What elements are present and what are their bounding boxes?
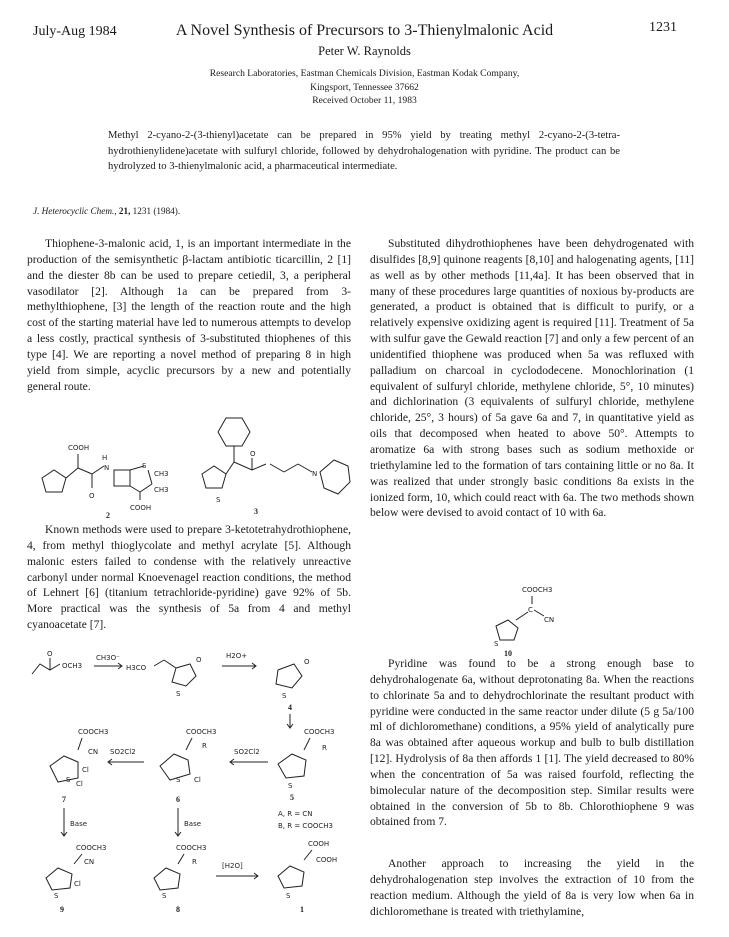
received-date: Received October 11, 1983 bbox=[312, 95, 417, 106]
body-paragraph-1: Thiophene-3-malonic acid, 1, is an important intermediate in the production of the semisynthetic β-lactam antibiotic ticarcillin, 2 [1] and the diester 8b can be used to prepare cetiedil, 3, a peripheral vasodilator [2]. Although 1a can be prepared from 3-methylthiophene, [3] the length of the reaction route and the high cost of the starting material have led to numerous attempts to develop a less costly, practical synthesis of 3-substituted thiophenes of this type [4]. We are reporting a novel method of preparing 8 in high yield from simple, acyclic precursors by a new and potentially general route. bbox=[27, 237, 351, 393]
compound-9-cl-label: Cl bbox=[74, 880, 81, 888]
compound-9-cooch3-label: COOCH3 bbox=[76, 844, 107, 852]
compound-number-8: 8 bbox=[176, 905, 180, 914]
compound-number-9: 9 bbox=[60, 905, 64, 914]
compound-6-ring bbox=[160, 754, 190, 780]
n-label: N bbox=[312, 470, 318, 478]
citation-volume: 21, bbox=[118, 206, 131, 216]
compound-5-ring bbox=[278, 754, 306, 778]
thiophene-ring bbox=[202, 466, 226, 488]
body-paragraph-4: Pyridine was found to be a strong enough base to dehydrohalogenate 6a, without deprotonating 8a. When the reactions to chlorinate 5a and to dehydrochlorinate the resultant product with pyridine were conducted in the same reactor under dilute (5 g 5a/100 ml of dichloromethane) conditions, a 95% yield of analytically pure 8a was obtained after aqueous workup and bulb to bulb distillation [12]. Hydrolysis of 8a then affords 1 [1]. The yield decreased to 80% when the concentration of 5a was raised fourfold, reflecting the bimolecular nature of the decomposition step. Similar results were obtained in the conversion of 5b to 8b. Chlorothiophene 9 was obtained from 7. bbox=[370, 657, 694, 829]
compound-1-cooh-label-2: COOH bbox=[316, 856, 338, 864]
cyclohexyl-ring bbox=[218, 418, 250, 446]
article-title: A Novel Synthesis of Precursors to 3-Thienylmalonic Acid bbox=[175, 22, 554, 39]
compound-1-ring bbox=[278, 866, 304, 888]
compound-9-s-label: S bbox=[54, 892, 59, 900]
compound-7-s-label: S bbox=[66, 776, 71, 784]
compound-number-6: 6 bbox=[176, 795, 180, 804]
body-paragraph-5: Another approach to increasing the yield in the dehydrohalogenation step involves the extraction of 10 from the reaction medium. Although the yield of 8a is very low when 6a in dichloromethane is treated with triethylamine, bbox=[370, 857, 694, 918]
reagent-base-1: Base bbox=[70, 820, 88, 828]
compound-7-ring bbox=[50, 756, 78, 782]
och3-label: OCH3 bbox=[62, 662, 83, 670]
legend-b: B, R = COOCH3 bbox=[278, 822, 333, 830]
abstract: Methyl 2-cyano-2-(3-thienyl)acetate can be prepared in 95% yield by treating methyl 2-cyano-2-(3-tetra-hydrothienylidene)acetate with sulfuryl chloride, followed by dehydrohalogenation with pyridine. The product can be hydrolyzed to 3-thienylmalonic acid, a pharmaceutical intermediate. bbox=[108, 130, 620, 172]
reagent-base-2: Base bbox=[184, 820, 202, 828]
compound-7-cooch3-label: COOCH3 bbox=[78, 728, 109, 736]
compound-9-ring bbox=[46, 868, 72, 890]
compound-4-s-label: S bbox=[282, 692, 287, 700]
compound-6-s-label: S bbox=[176, 776, 181, 784]
compound-6-cl-label: Cl bbox=[194, 776, 201, 784]
reaction-scheme bbox=[26, 650, 360, 920]
thiophene-ring bbox=[42, 470, 66, 492]
structure-cetiedil bbox=[190, 410, 360, 520]
page-number: 1231 bbox=[649, 20, 677, 35]
compound-5-s-label: S bbox=[288, 782, 293, 790]
compound-number-2: 2 bbox=[106, 511, 110, 520]
c-label: C bbox=[528, 606, 533, 614]
compound-8-s-label: S bbox=[162, 892, 167, 900]
compound-number-4: 4 bbox=[288, 703, 292, 712]
s-label: S bbox=[142, 462, 147, 470]
compound-9-cn-label: CN bbox=[84, 858, 95, 866]
h-label: H bbox=[102, 454, 108, 462]
running-header-date: July-Aug 1984 bbox=[33, 24, 117, 39]
azepane-ring bbox=[320, 460, 350, 494]
cooch3-label: COOCH3 bbox=[522, 586, 553, 594]
body-paragraph-2: Known methods were used to prepare 3-ketotetrahydrothiophene, 4, from methyl thioglycolate and methyl acrylate [5]. Although malonic esters failed to condense with the relatively unreactive carbonyl under normal Knoevenagel reaction conditions, the method of Lehnert [6] (titanium tetrachloride-pyridine) gave 92% of 5b. More practical was the synthesis of 5a from 4 and methyl cyanoacetate [7]. bbox=[27, 523, 351, 632]
structure-ticarcillin bbox=[30, 420, 195, 520]
compound-number-3: 3 bbox=[254, 507, 258, 516]
h3co-label: H3CO bbox=[126, 664, 147, 672]
compound-5-cooch3-label: COOCH3 bbox=[304, 728, 335, 736]
ketoester-s-label: S bbox=[176, 690, 181, 698]
compound-4-o-label: O bbox=[304, 658, 310, 666]
cooh-label-2: COOH bbox=[130, 504, 152, 512]
author: Peter W. Raynolds bbox=[318, 44, 411, 58]
reagent-methoxide: CH3O⁻ bbox=[96, 654, 120, 662]
compound-number-10: 10 bbox=[504, 649, 512, 656]
o-label: O bbox=[89, 492, 95, 500]
s-label: S bbox=[494, 640, 499, 648]
o-label: O bbox=[250, 450, 256, 458]
compound-8-ring bbox=[154, 868, 180, 890]
legend-a: A, R = CN bbox=[278, 810, 313, 818]
compound-8-cooch3-label: COOCH3 bbox=[176, 844, 207, 852]
thiophene-ring bbox=[496, 620, 518, 640]
ch3-label-1: CH3 bbox=[154, 470, 169, 478]
compound-6-r-label: R bbox=[202, 742, 207, 750]
affiliation-line-1: Research Laboratories, Eastman Chemicals Division, Eastman Kodak Company, bbox=[209, 68, 520, 79]
cn-label: CN bbox=[544, 616, 555, 624]
compound-number-7: 7 bbox=[62, 795, 66, 804]
structure-anion-10 bbox=[476, 584, 566, 656]
reagent-hydronium: H2O+ bbox=[226, 652, 248, 660]
citation bbox=[33, 206, 180, 216]
ketoester-o-label: O bbox=[196, 656, 202, 664]
compound-7-cl-label-2: Cl bbox=[76, 780, 83, 788]
affiliation bbox=[0, 67, 729, 108]
acrylate-o-label: O bbox=[47, 650, 53, 658]
compound-7-cn-label: CN bbox=[88, 748, 99, 756]
citation-pages: 1231 (1984). bbox=[132, 206, 181, 216]
compound-5-r-label: R bbox=[322, 744, 327, 752]
n-label: N bbox=[104, 464, 110, 472]
compound-6-cooch3-label: COOCH3 bbox=[186, 728, 217, 736]
affiliation-line-2: Kingsport, Tennessee 37662 bbox=[310, 81, 419, 93]
reagent-so2cl2-1: SO2Cl2 bbox=[110, 748, 136, 756]
compound-8-r-label: R bbox=[192, 858, 197, 866]
compound-1-s-label: S bbox=[286, 892, 291, 900]
cooh-label: COOH bbox=[68, 444, 90, 452]
reagent-water: [H2O] bbox=[222, 862, 243, 870]
compound-number-5: 5 bbox=[290, 793, 294, 802]
compound-7-cl-label-1: Cl bbox=[82, 766, 89, 774]
body-paragraph-3: Substituted dihydrothiophenes have been dehydrogenated with disulfides [8,9] quinone reagents [8,10] and halogenating agents, [11] as well as by other methods [11,4a]. It has been observed that in many of these procedures large quantities of noxious by-products are generated, a product is obtained that is difficult to purify, or a relatively expensive oxidizing agent is required [11]. Treatment of 5a with sulfur gave the Gewald reaction [7] and only a few percent of an unidentified thiophene was produced when 5a was refluxed with palladium on charcoal in cyclododecene. Monochlorination (1 equivalent of sulfuryl chloride, methylene chloride, 5°, 10 minutes) and dichlorination (3 equivalents of sulfuryl chloride, methylene chloride, 25°, 3 hours) of 5a gave 6a and 7, in quantitative yield as oils that decomposed when heated to above 50°. Attempts to aromatize 6a with strong bases such as sodium methoxide or triethylamine led to the formation of tars containing little or no 8a. It was realized that under strongly basic conditions 8a exists in the ionized form, 10, which could react with 6a. The two methods shown below were devised to avoid contact of 10 with 6a. bbox=[370, 237, 694, 520]
compound-4-ring bbox=[276, 664, 302, 688]
s-label: S bbox=[216, 496, 221, 504]
citation-journal: J. Heterocyclic Chem., bbox=[33, 206, 117, 216]
ch3-label-2: CH3 bbox=[154, 486, 169, 494]
compound-number-1: 1 bbox=[300, 905, 304, 914]
reagent-so2cl2-2: SO2Cl2 bbox=[234, 748, 260, 756]
compound-1-cooh-label-1: COOH bbox=[308, 840, 330, 848]
